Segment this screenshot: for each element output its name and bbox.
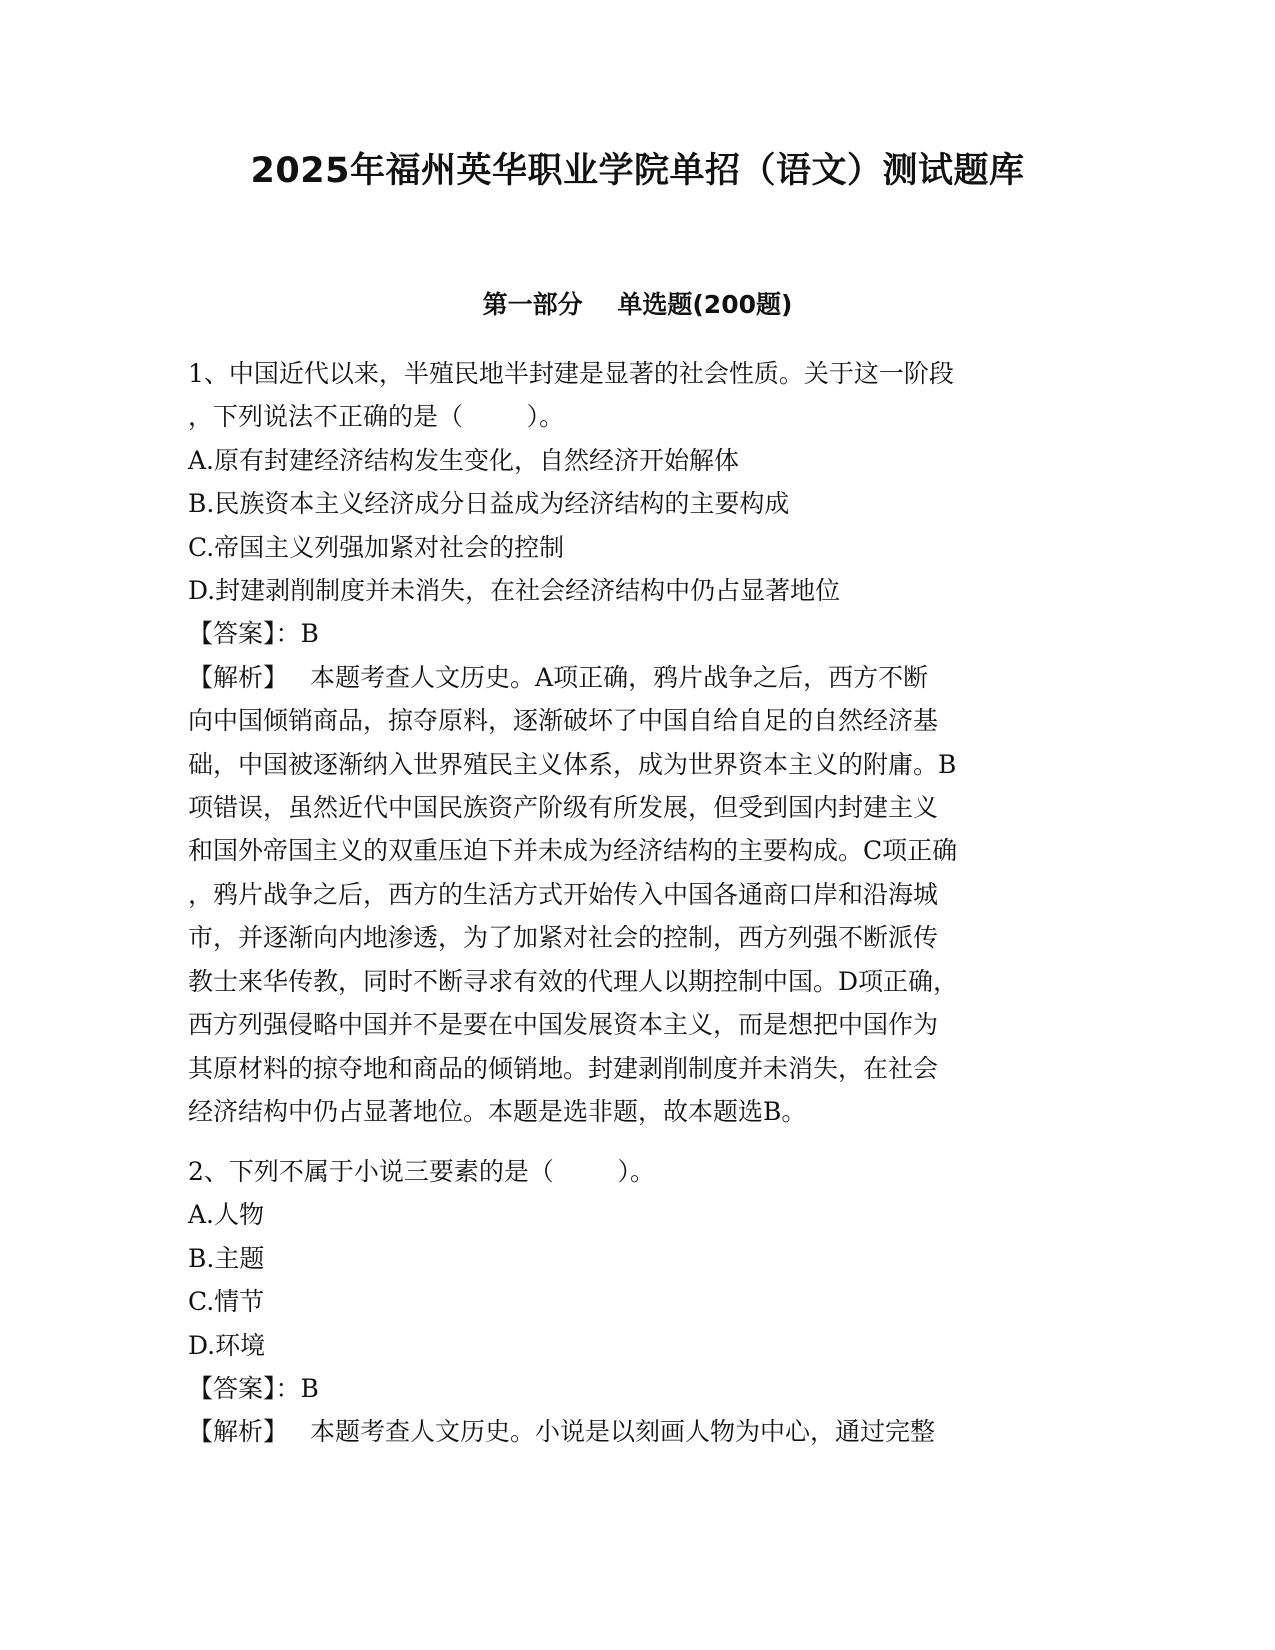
question-1-option-c: C.帝国主义列强加紧对社会的控制 bbox=[188, 532, 565, 562]
question-1-stem-line-1: 1、中国近代以来，半殖民地半封建是显著的社会性质。关于这一阶段 bbox=[188, 359, 954, 388]
explanation-label: 【解析】 bbox=[188, 1417, 289, 1447]
question-1-explanation-line: 其原材料的掠夺地和商品的倾销地。封建剥削制度并未消失，在社会 bbox=[188, 1053, 939, 1083]
question-1-explanation-line: 和国外帝国主义的双重压迫下并未成为经济结构的主要构成。C项正确 bbox=[188, 836, 958, 866]
question-1-explanation-line: ，鸦片战争之后，西方的生活方式开始传入中国各通商口岸和沿海城 bbox=[188, 879, 939, 909]
section-title: 第一部分 单选题(200题) bbox=[482, 290, 793, 319]
question-1-explanation-line: 市，并逐渐向内地渗透，为了加紧对社会的控制，西方列强不断派传 bbox=[188, 923, 939, 953]
answer-value: B bbox=[300, 619, 319, 649]
question-2-answer bbox=[188, 1367, 1088, 1410]
explanation-text: 本题考查人文历史。小说是以刻画人物为中心，通过完整 bbox=[310, 1417, 936, 1447]
question-1-explanation-line: 西方列强侵略中国并不是要在中国发展资本主义，而是想把中国作为 bbox=[188, 1010, 939, 1040]
question-2-option-c: C.情节 bbox=[188, 1287, 265, 1317]
question-2-option-a: A.人物 bbox=[188, 1200, 265, 1230]
question-1-explanation-line: 项错误，虽然近代中国民族资产阶级有所发展，但受到国内封建主义 bbox=[188, 793, 939, 823]
question-1-explanation-first-line bbox=[188, 656, 1088, 699]
question-1 bbox=[188, 352, 1088, 1133]
question-1-answer bbox=[188, 612, 1088, 655]
explanation-text: 本题考查人文历史。A项正确，鸦片战争之后，西方不断 bbox=[310, 662, 929, 692]
question-2-explanation-first-line bbox=[188, 1410, 1088, 1453]
question-1-explanation-line: 向中国倾销商品，掠夺原料，逐渐破坏了中国自给自足的自然经济基 bbox=[188, 706, 939, 736]
question-1-option-b: B.民族资本主义经济成分日益成为经济结构的主要构成 bbox=[188, 489, 790, 519]
question-2-stem-line-1: 2、下列不属于小说三要素的是（ ）。 bbox=[188, 1157, 655, 1186]
question-1-explanation-line: 础，中国被逐渐纳入世界殖民主义体系，成为世界资本主义的附庸。B bbox=[188, 749, 957, 779]
question-1-stem-line-2: ，下列说法不正确的是（ ）。 bbox=[188, 402, 565, 432]
answer-label: 【答案】： bbox=[188, 1374, 301, 1404]
question-2-option-d: D.环境 bbox=[188, 1330, 266, 1360]
question-1-option-d: D.封建剥削制度并未消失，在社会经济结构中仍占显著地位 bbox=[188, 576, 841, 606]
question-1-option-a: A.原有封建经济结构发生变化，自然经济开始解体 bbox=[188, 445, 740, 475]
question-1-explanation-line: 经济结构中仍占显著地位。本题是选非题，故本题选B。 bbox=[188, 1096, 807, 1126]
explanation-label: 【解析】 bbox=[188, 662, 289, 692]
answer-label: 【答案】： bbox=[188, 619, 301, 649]
document-title: 2025年福州英华职业学院单招（语文）测试题库 bbox=[250, 151, 1025, 191]
answer-value: B bbox=[300, 1374, 319, 1404]
question-2-option-b: B.主题 bbox=[188, 1243, 265, 1273]
question-1-explanation-line: 教士来华传教，同时不断寻求有效的代理人以期控制中国。D项正确， bbox=[188, 966, 959, 996]
question-2 bbox=[188, 1150, 1088, 1454]
